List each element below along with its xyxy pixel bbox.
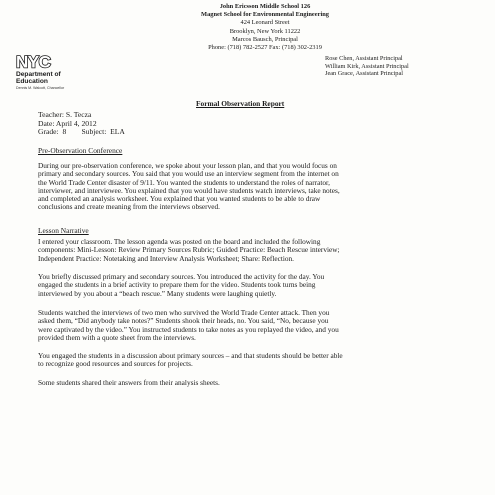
department-line-2: Education <box>16 78 48 86</box>
department-line-1: Department of <box>16 71 61 78</box>
text-line: conclusions and create meaning from the interviews observed. <box>38 202 220 212</box>
text-line: You briefly discussed primary and secondary sources. You introduced the activity for the day. You <box>38 272 325 281</box>
text-line: and completed an analysis worksheet. You explained that you wanted students to be able to draw <box>38 194 321 204</box>
official-3: Jean Grace, Assistant Principal <box>325 70 403 78</box>
text-line: engaged the students in a brief activity to prepare them for the video. Students took turns being <box>38 280 316 290</box>
nyc-wordmark: NYC <box>16 54 51 69</box>
school-street: 424 Leonard Street <box>240 19 290 27</box>
lesson-narrative-heading: Lesson Narrative <box>38 226 89 235</box>
text-line: You engaged the students in a discussion about primary sources – and that students should be better able <box>38 351 343 360</box>
text-line: asked them, “Did anybody take notes?” Students shook their heads, no. You said, “No, because you <box>38 316 329 326</box>
narrative-paragraph-4 <box>38 352 472 369</box>
narrative-paragraph-2 <box>38 273 472 298</box>
school-principal: Marcos Bausch, Principal <box>232 35 298 43</box>
doe-logo <box>16 54 126 91</box>
pre-observation-heading: Pre-Observation Conference <box>38 146 123 155</box>
department-name <box>16 71 126 86</box>
date-field: Date: April 4, 2012 <box>38 118 97 128</box>
text-line: to recognize good resources and sources for projects. <box>38 359 193 369</box>
grade-subject-field: Grade: 8 Subject: ELA <box>38 127 125 137</box>
nyc-wordmark-logo <box>16 54 74 69</box>
text-line: During our pre-observation conference, we spoke about your lesson plan, and that you would focus on <box>38 161 337 170</box>
report-meta <box>38 111 125 137</box>
official-2: William Kirk, Assistant Principal <box>325 62 409 70</box>
official-1: Rose Chen, Assistant Principal <box>325 55 403 62</box>
narrative-paragraph-5 <box>38 379 472 387</box>
text-line: I entered your classroom. The lesson agenda was posted on the board and included the following <box>38 237 321 246</box>
text-line: were captivated by the video.” You instructed students to take notes as you replayed the video, and you <box>38 324 339 334</box>
chancellor-name: Dennis M. Walcott, Chancellor <box>16 85 65 90</box>
text-line: primary and secondary sources. You said that you would use an interview segment from the internet on <box>38 169 339 179</box>
text-line: the World Trade Center disaster of 9/11. You wanted the students to understand the roles of narrator, <box>38 177 330 187</box>
text-line: Some students shared their answers from their analysis sheets. <box>38 378 220 387</box>
report-title: Formal Observation Report <box>196 99 285 108</box>
school-header <box>150 3 380 52</box>
school-city: Brooklyn, New York 11222 <box>229 27 301 35</box>
text-line: Students watched the interviews of two men who survived the World Trade Center attack. Then you <box>38 308 330 317</box>
text-line: provided them with a quote sheet from the interviews. <box>38 332 196 342</box>
school-subtitle: Magnet School for Environmental Engineering <box>201 11 329 19</box>
teacher-field: Teacher: S. Tecza <box>38 110 92 119</box>
school-phone-fax: Phone: (718) 782-2527 Fax: (718) 302-2319 <box>208 44 322 52</box>
text-line: components: Mini-Lesson: Review Primary Sources Rubric; Guided Practice: Beach Rescue interview; <box>38 245 340 255</box>
narrative-paragraph-1 <box>38 238 472 263</box>
assistant-principals <box>325 55 490 78</box>
text-line: interviewed by you about a “beach rescue.” Many students were laughing quietly. <box>38 288 277 298</box>
text-line: Independent Practice: Notetaking and Interview Analysis Worksheet; Share: Reflection. <box>38 253 295 263</box>
narrative-paragraph-3 <box>38 309 472 342</box>
school-name: John Ericsson Middle School 126 <box>219 3 311 10</box>
pre-observation-paragraph <box>38 162 472 212</box>
text-line: interviewer, and interviewee. You explained that you would have students watch interviews, take notes, <box>38 185 340 195</box>
